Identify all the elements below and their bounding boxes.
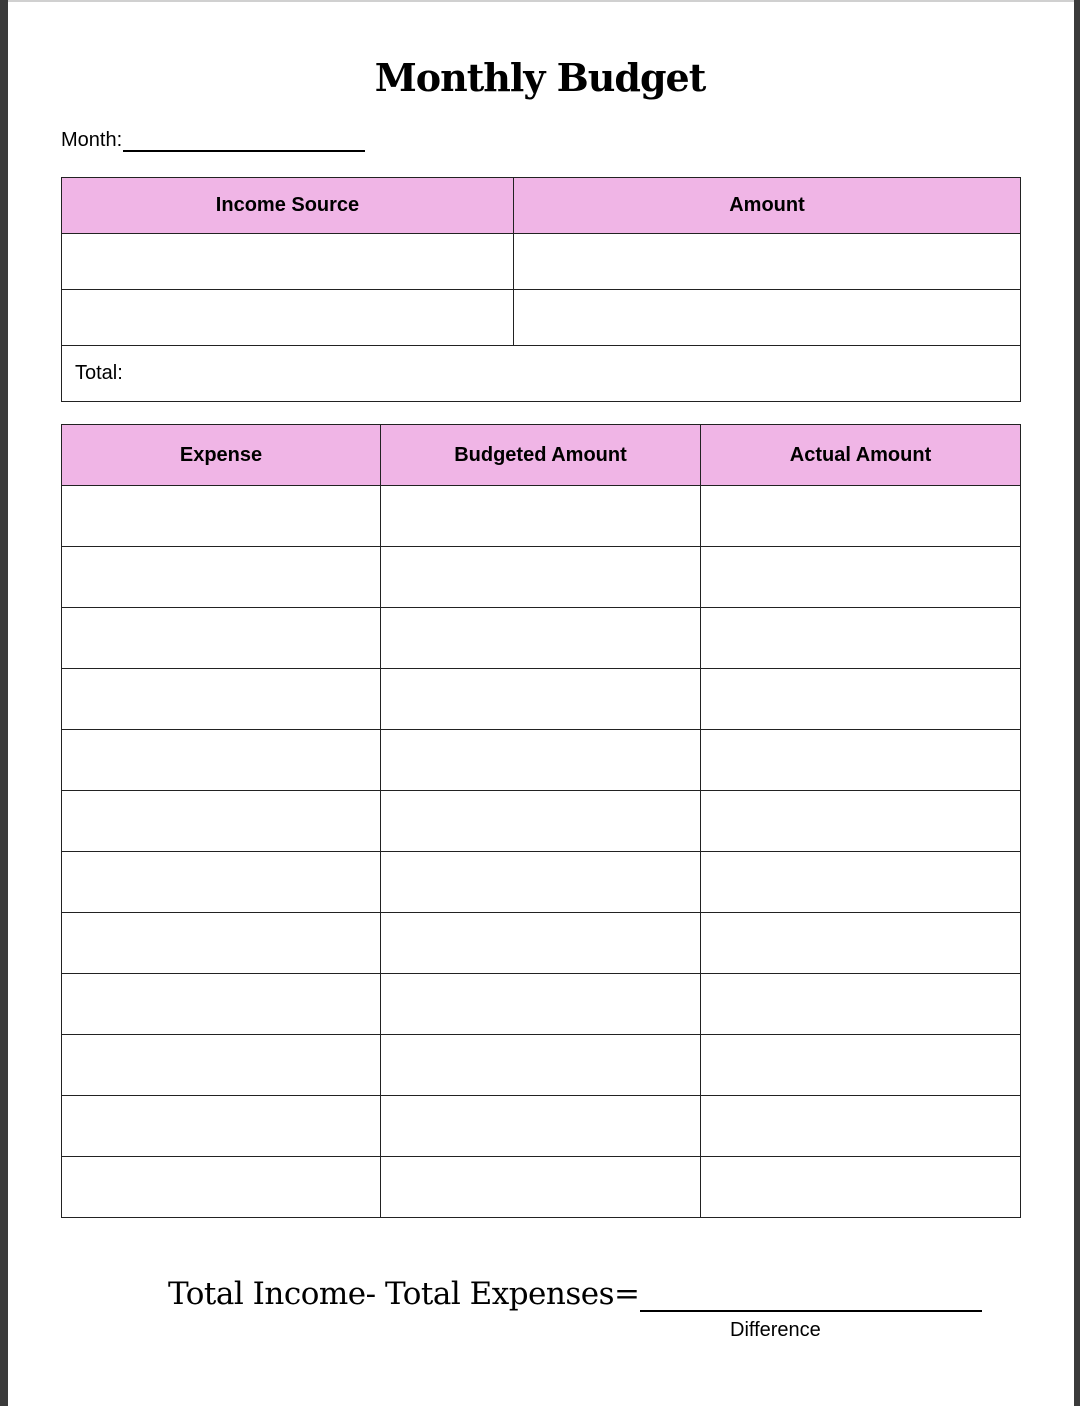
month-field [61, 128, 365, 152]
expense-budgeted-cell[interactable] [381, 791, 701, 852]
expense-name-cell[interactable] [62, 730, 381, 791]
expense-actual-cell[interactable] [701, 1035, 1021, 1096]
expense-header-actual: Actual Amount [701, 425, 1021, 486]
income-row [62, 290, 1021, 346]
expense-budgeted-cell[interactable] [381, 547, 701, 608]
expense-actual-cell[interactable] [701, 1157, 1021, 1218]
expense-name-cell[interactable] [62, 608, 381, 669]
expense-row [62, 1035, 1021, 1096]
income-source-cell[interactable] [62, 290, 514, 346]
expense-row [62, 608, 1021, 669]
income-amount-cell[interactable] [514, 290, 1021, 346]
expense-row [62, 1157, 1021, 1218]
expense-name-cell[interactable] [62, 486, 381, 547]
expense-name-cell[interactable] [62, 669, 381, 730]
expense-row [62, 486, 1021, 547]
income-header-source: Income Source [62, 178, 514, 234]
expense-header-expense: Expense [62, 425, 381, 486]
expense-row [62, 547, 1021, 608]
expense-name-cell[interactable] [62, 974, 381, 1035]
expense-actual-cell[interactable] [701, 608, 1021, 669]
expense-budgeted-cell[interactable] [381, 913, 701, 974]
income-source-cell[interactable] [62, 234, 514, 290]
income-row [62, 234, 1021, 290]
expense-table [61, 424, 1021, 1218]
expense-row [62, 974, 1021, 1035]
expense-row [62, 913, 1021, 974]
page-title: Monthly Budget [374, 55, 706, 100]
income-total-cell[interactable] [62, 346, 1021, 402]
formula-text: Total Income- Total Expenses= [168, 1276, 640, 1312]
expense-actual-cell[interactable] [701, 730, 1021, 791]
expense-actual-cell[interactable] [701, 852, 1021, 913]
expense-header-row [62, 425, 1021, 486]
expense-name-cell[interactable] [62, 852, 381, 913]
difference-blank-line[interactable] [640, 1272, 982, 1312]
income-table [61, 177, 1021, 402]
expense-actual-cell[interactable] [701, 486, 1021, 547]
expense-name-cell[interactable] [62, 1035, 381, 1096]
income-amount-cell[interactable] [514, 234, 1021, 290]
expense-row [62, 730, 1021, 791]
expense-budgeted-cell[interactable] [381, 1096, 701, 1157]
expense-body [62, 486, 1021, 1218]
expense-name-cell[interactable] [62, 791, 381, 852]
expense-actual-cell[interactable] [701, 547, 1021, 608]
expense-header-budgeted: Budgeted Amount [381, 425, 701, 486]
expense-name-cell[interactable] [62, 1157, 381, 1218]
income-header-amount: Amount [514, 178, 1021, 234]
expense-budgeted-cell[interactable] [381, 608, 701, 669]
expense-row [62, 852, 1021, 913]
expense-actual-cell[interactable] [701, 913, 1021, 974]
expense-row [62, 1096, 1021, 1157]
expense-budgeted-cell[interactable] [381, 669, 701, 730]
month-label: Month: [61, 129, 123, 151]
expense-actual-cell[interactable] [701, 974, 1021, 1035]
expense-row [62, 791, 1021, 852]
difference-formula [168, 1272, 982, 1312]
expense-budgeted-cell[interactable] [381, 486, 701, 547]
expense-row [62, 669, 1021, 730]
income-header-row [62, 178, 1021, 234]
expense-name-cell[interactable] [62, 1096, 381, 1157]
expense-actual-cell[interactable] [701, 1096, 1021, 1157]
expense-budgeted-cell[interactable] [381, 852, 701, 913]
expense-actual-cell[interactable] [701, 791, 1021, 852]
difference-caption: Difference [730, 1319, 821, 1341]
expense-budgeted-cell[interactable] [381, 974, 701, 1035]
page-edge-left [0, 0, 8, 1406]
page-edge-top [8, 0, 1074, 2]
month-blank-line[interactable] [123, 128, 365, 152]
expense-budgeted-cell[interactable] [381, 1035, 701, 1096]
expense-actual-cell[interactable] [701, 669, 1021, 730]
expense-name-cell[interactable] [62, 913, 381, 974]
expense-budgeted-cell[interactable] [381, 730, 701, 791]
income-total-row [62, 346, 1021, 402]
income-total-label: Total: [75, 362, 123, 384]
page-edge-right [1074, 0, 1080, 1406]
expense-budgeted-cell[interactable] [381, 1157, 701, 1218]
expense-name-cell[interactable] [62, 547, 381, 608]
